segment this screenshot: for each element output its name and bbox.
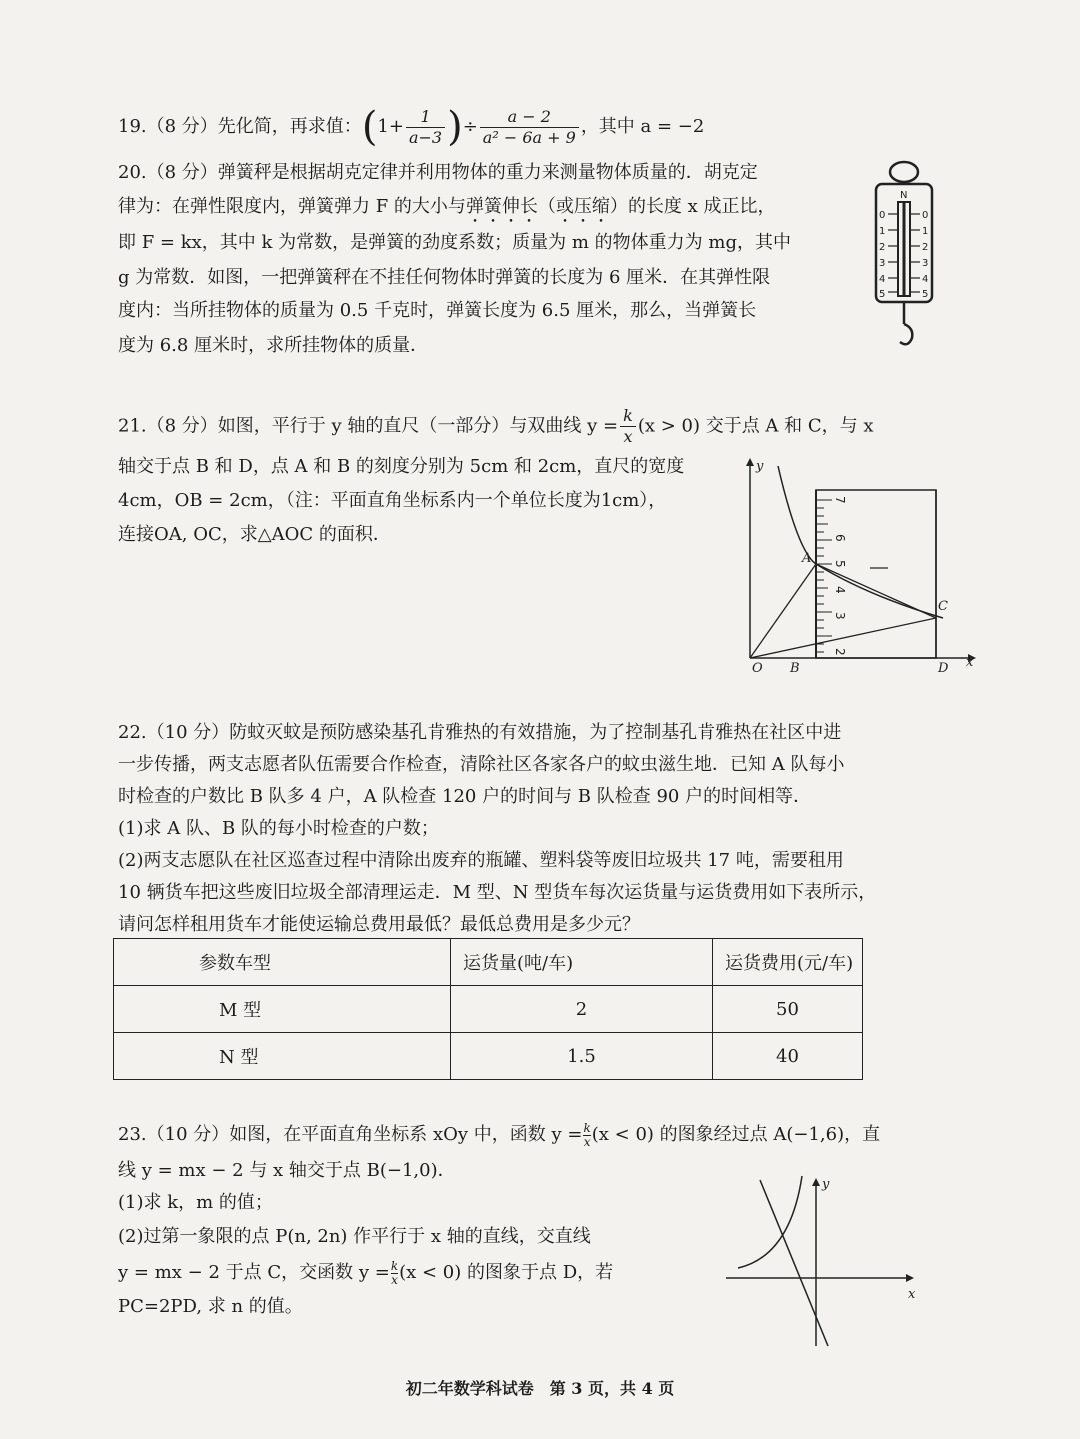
q19-f1-den: a−3 <box>408 127 443 147</box>
ruler-mark: 5 <box>833 560 847 568</box>
q23-fraction-2 <box>391 1260 398 1287</box>
table-header-row <box>114 939 863 986</box>
q23-line-2: 线 y = mx − 2 与 x 轴交于点 B(−1,0)． <box>118 1160 456 1181</box>
q23-fraction <box>583 1122 590 1149</box>
scale-tick-right: 1 <box>922 226 929 237</box>
q21-y-label: y <box>756 459 764 474</box>
q23-line-4: (2)过第一象限的点 P(n, 2n) 作平行于 x 轴的直线，交直线 <box>118 1226 591 1247</box>
right-paren: ) <box>447 104 463 150</box>
table-cell: 2 <box>451 986 713 1033</box>
q19-f2-den: a² − 6a + 9 <box>482 127 576 147</box>
spring-scale-figure <box>868 158 940 354</box>
q22-line-7: 请问怎样租用货车才能使运输总费用最低？最低总费用是多少元？ <box>118 914 640 935</box>
scale-tick-left: 0 <box>879 210 886 221</box>
table-cell: N 型 <box>114 1033 451 1080</box>
q19-fraction-1 <box>406 107 445 148</box>
truck-table <box>113 938 863 1080</box>
ruler-mark: 7 <box>833 496 847 504</box>
q23-frac2-den: x <box>391 1272 398 1287</box>
q21-point-O: O <box>752 661 763 676</box>
q21-point-A: A <box>802 551 812 566</box>
q21-line-2: 轴交于点 B 和 D，点 A 和 B 的刻度分别为 5cm 和 2cm，直尺的宽度 <box>118 456 685 477</box>
q23-figure <box>720 1170 930 1350</box>
q21-line-1b: (x > 0) 交于点 A 和 C，与 x <box>637 415 874 437</box>
q20-line-6: 度为 6.8 厘米时，求所挂物体的质量． <box>118 335 429 356</box>
scale-top-label: N <box>900 190 908 201</box>
q19-prefix: 19.（8 分）先化简，再求值： <box>118 116 362 137</box>
q23-frac2-num: k <box>390 1258 399 1273</box>
q19-f2-num: a − 2 <box>480 107 579 128</box>
ruler-mark: 3 <box>833 612 847 620</box>
q23-line-1b: (x < 0) 的图象经过点 A(−1,6)，直 <box>591 1124 881 1145</box>
ruler-mark: 6 <box>833 534 847 542</box>
scale-tick-right: 3 <box>922 258 929 269</box>
q21-line-1 <box>118 406 874 447</box>
q21-figure <box>728 456 978 676</box>
scale-tick-left: 5 <box>879 289 886 300</box>
q20-line-4: g 为常数．如图，一把弹簧秤在不挂任何物体时弹簧的长度为 6 厘米．在其弹性限 <box>118 267 771 288</box>
q21-frac-num: k <box>620 406 636 427</box>
q23-line-5 <box>118 1256 613 1290</box>
q23-frac-den: x <box>583 1134 591 1149</box>
table-row <box>114 986 863 1033</box>
q20-emphasis: 弹簧伸长（或压缩） <box>465 196 628 217</box>
scale-tick-left: 1 <box>879 226 886 237</box>
q19-suffix: ，其中 a = −2 <box>580 116 705 137</box>
scale-tick-left: 4 <box>879 274 886 285</box>
q23-line-5a: y = mx − 2 于点 C，交函数 y = <box>118 1262 390 1283</box>
table-header: 运货量(吨/车) <box>451 939 713 986</box>
q21-point-D: D <box>938 661 949 676</box>
q23-line-3: (1)求 k，m 的值； <box>118 1192 273 1213</box>
q19-line <box>118 102 704 152</box>
q21-line-1a: 21.（8 分）如图，平行于 y 轴的直尺（一部分）与双曲线 y = <box>118 415 619 437</box>
table-cell: 1.5 <box>451 1033 713 1080</box>
q19-one-plus: 1+ <box>377 116 404 137</box>
q22-line-6: 10 辆货车把这些废旧垃圾全部清理运走．M 型、N 型货车每次运货量与运货费用如下表所示， <box>118 882 877 903</box>
scale-tick-right: 2 <box>922 242 929 253</box>
q20-line-5: 度内：当所挂物体的质量为 0.5 千克时，弹簧长度为 6.5 厘米，那么，当弹簧长 <box>118 300 757 321</box>
q19-div: ÷ <box>462 116 478 137</box>
q19-f1-num: 1 <box>406 107 445 128</box>
q21-point-C: C <box>938 599 948 614</box>
left-paren: ( <box>361 104 378 150</box>
q23-y-label: y <box>822 1177 830 1192</box>
q22-line-3: 时检查的户数比 B 队多 4 户，A 队检查 120 户的时间与 B 队检查 90 户的时间相等． <box>118 786 812 807</box>
scale-tick-right: 4 <box>922 274 929 285</box>
q21-fraction <box>620 406 636 447</box>
q21-line-3: 4cm，OB = 2cm，（注：平面直角坐标系内一个单位长度为1cm）， <box>118 490 667 511</box>
q22-line-2: 一步传播，两支志愿者队伍需要合作检查，清除社区各家各户的蚊虫滋生地．已知 A 队每小 <box>118 754 845 775</box>
q20-line-2b: 的长度 x 成正比， <box>627 196 776 217</box>
scale-tick-left: 3 <box>879 258 886 269</box>
table-header: 运货费用(元/车) <box>713 939 863 986</box>
table-header: 参数车型 <box>114 939 451 986</box>
q23-line-1 <box>118 1118 880 1152</box>
q20-line-3: 即 F = kx，其中 k 为常数，是弹簧的劲度系数；质量为 m 的物体重力为 mg，其中 <box>118 232 791 253</box>
table-row <box>114 1033 863 1080</box>
q22-line-5: (2)两支志愿队在社区巡查过程中清除出废弃的瓶罐、塑料袋等废旧垃圾共 17 吨，需要租用 <box>118 850 844 871</box>
q23-line-1a: 23.（10 分）如图，在平面直角坐标系 xOy 中，函数 y = <box>118 1124 583 1145</box>
q23-x-label: x <box>908 1287 916 1302</box>
scale-tick-left: 2 <box>879 242 886 253</box>
q23-line-5b: (x < 0) 的图象于点 D，若 <box>399 1262 614 1283</box>
q21-line-4: 连接OA, OC，求△AOC 的面积． <box>118 524 391 545</box>
q23-frac-num: k <box>583 1120 591 1135</box>
q20-line-1: 20.（8 分）弹簧秤是根据胡克定律并利用物体的重力来测量物体质量的．胡克定 <box>118 162 758 183</box>
table-cell: M 型 <box>114 986 451 1033</box>
ruler-mark: 2 <box>833 648 847 656</box>
ruler-mark: 4 <box>833 586 847 594</box>
q20-line-2 <box>118 194 776 227</box>
page-footer: 初二年数学科试卷 第 3 页，共 4 页 <box>405 1379 675 1398</box>
q21-point-B: B <box>790 661 800 676</box>
q19-fraction-2 <box>480 107 579 148</box>
q22-line-1: 22.（10 分）防蚊灭蚊是预防感染基孔肯雅热的有效措施，为了控制基孔肯雅热在社区中进 <box>118 722 842 743</box>
q22-line-4: (1)求 A 队、B 队的每小时检查的户数； <box>118 818 439 839</box>
table-cell: 50 <box>713 986 863 1033</box>
q20-line-2a: 律为：在弹性限度内，弹簧弹力 F 的大小与 <box>118 196 466 217</box>
q21-frac-den: x <box>623 427 633 446</box>
q23-line-6: PC=2PD, 求 n 的值。 <box>118 1296 303 1317</box>
table-cell: 40 <box>713 1033 863 1080</box>
q21-x-label: x <box>966 655 974 670</box>
scale-tick-right: 0 <box>922 210 929 221</box>
scale-tick-right: 5 <box>922 289 929 300</box>
